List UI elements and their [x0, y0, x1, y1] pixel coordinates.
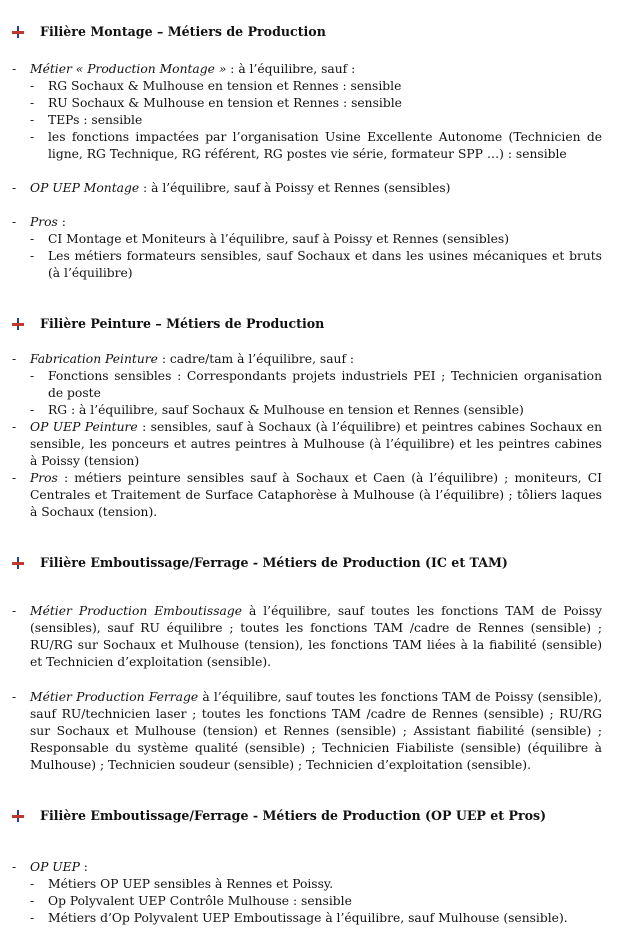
bullet-pros-montage [12, 214, 602, 282]
dash: - [12, 690, 17, 704]
dash: - [12, 181, 17, 195]
dash: - [12, 604, 17, 618]
section-title: Filière Emboutissage/Ferrage - Métiers de Production (OP UEP et Pros) [40, 808, 547, 823]
bullet-cross-icon [12, 318, 24, 330]
list-item: Fonctions sensibles : Correspondants projets industriels PEI ; Technicien organisation de poste [48, 369, 602, 400]
bullet-op-uep-peinture: OP UEP Peinture : sensibles, sauf à Sochaux (à l’équilibre) et peintres cabines Sochaux en sensible, les ponceurs et autres peintres à Mulhouse (à l’équilibre) et les peintres cabines à Poissy (tension) [30, 420, 602, 468]
section-heading-emboutissage-ic-tam [12, 554, 508, 571]
bullet-text: Fabrication Peinture : cadre/tam à l’équilibre, sauf : [30, 352, 355, 366]
sub-list [30, 876, 602, 927]
section-title: Filière Montage – Métiers de Production [40, 24, 326, 39]
dash: - [30, 911, 35, 925]
dash: - [12, 860, 17, 874]
bullet-op-uep [12, 859, 602, 927]
section-title: Filière Emboutissage/Ferrage - Métiers de Production (IC et TAM) [40, 555, 508, 570]
section-heading-peinture [12, 315, 324, 332]
list-item: Métiers OP UEP sensibles à Rennes et Poissy. [48, 877, 334, 891]
dash: - [30, 96, 35, 110]
list-item: RG Sochaux & Mulhouse en tension et Rennes : sensible [48, 79, 402, 93]
list-item: les fonctions impactées par l’organisation Usine Excellente Autonome (Technicien de ligne, RG Technique, RG référent, RG postes vie série, formateur SPP …) : sensible [48, 130, 602, 161]
bullet-pros-peinture: Pros : métiers peinture sensibles sauf à Sochaux et Caen (à l’équilibre) ; moniteurs, CI Centrales et Traitement de Surface Cataphorèse à Mulhouse (à l’équilibre) ; tôliers laques à Sochaux (tension). [30, 471, 602, 519]
dash: - [30, 403, 35, 417]
dash: - [30, 369, 35, 383]
list-item: CI Montage et Moniteurs à l’équilibre, sauf à Poissy et Rennes (sensibles) [48, 232, 510, 246]
dash: - [30, 877, 35, 891]
dash: - [12, 352, 17, 366]
list-item: Les métiers formateurs sensibles, sauf Sochaux et dans les usines mécaniques et bruts (à l’équilibre) [48, 249, 602, 280]
list-item: RU Sochaux & Mulhouse en tension et Rennes : sensible [48, 96, 402, 110]
section-title: Filière Peinture – Métiers de Production [40, 316, 325, 331]
sub-list [30, 368, 602, 419]
bullet-op-uep-montage [12, 180, 602, 197]
dash: - [30, 894, 35, 908]
dash: - [30, 249, 35, 263]
bullet-cross-icon [12, 557, 24, 569]
bullet-cross-icon [12, 26, 24, 38]
bullet-text: Pros : [30, 215, 66, 229]
bullet-text: Métier Production Ferrage à l’équilibre, sauf toutes les fonctions TAM de Poissy (sensible), sauf RU/technicien laser ; toutes les fonctions TAM /cadre de Rennes (sensible) ; RU/RG sur Sochaux et Mulhouse (tension) et Rennes (sensible) ; Assistant fiabilité (sensible) ; Responsable du système qualité (sensible) ; Technicien Fiabiliste (sensible) (équilibre à Mulhouse) ; Technicien soudeur (sensible) ; Technicien d’exploitation (sensible). [30, 690, 602, 772]
bullet-text: OP UEP Montage : à l’équilibre, sauf à Poissy et Rennes (sensibles) [30, 181, 451, 195]
sub-list [30, 78, 602, 163]
dash: - [12, 471, 17, 485]
dash: - [30, 79, 35, 93]
list-item: Métiers d’Op Polyvalent UEP Emboutissage à l’équilibre, sauf Mulhouse (sensible). [48, 911, 568, 925]
dash: - [30, 130, 35, 144]
bullet-text: Métier Production Emboutissage à l’équilibre, sauf toutes les fonctions TAM de Poissy (sensibles), sauf RU équilibre ; toutes les fonctions TAM /cadre de Rennes (sensible) ; RU/RG sur Sochaux et Mulhouse (tension), les fonctions TAM liées à la fiabilité (sensible) et Technicien d’exploitation (sensible). [30, 604, 602, 669]
dash: - [30, 113, 35, 127]
section-heading-montage [12, 23, 326, 40]
list-item: RG : à l’équilibre, sauf Sochaux & Mulhouse en tension et Rennes (sensible) [48, 403, 524, 417]
bullet-text: OP UEP : [30, 860, 88, 874]
dash: - [30, 232, 35, 246]
dash: - [12, 215, 17, 229]
bullet-production-ferrage [12, 689, 602, 774]
list-item: Op Polyvalent UEP Contrôle Mulhouse : sensible [48, 894, 352, 908]
sub-list [30, 231, 602, 282]
section-heading-emboutissage-op-uep [12, 807, 546, 824]
bullet-metier-production-montage [12, 61, 602, 163]
dash: - [12, 420, 17, 434]
list-item: TEPs : sensible [48, 113, 143, 127]
dash: - [12, 62, 17, 76]
bullet-fabrication-peinture [12, 351, 602, 521]
bullet-production-emboutissage [12, 603, 602, 671]
bullet-cross-icon [12, 810, 24, 822]
bullet-text: Métier « Production Montage » : à l’équilibre, sauf : [30, 62, 356, 76]
